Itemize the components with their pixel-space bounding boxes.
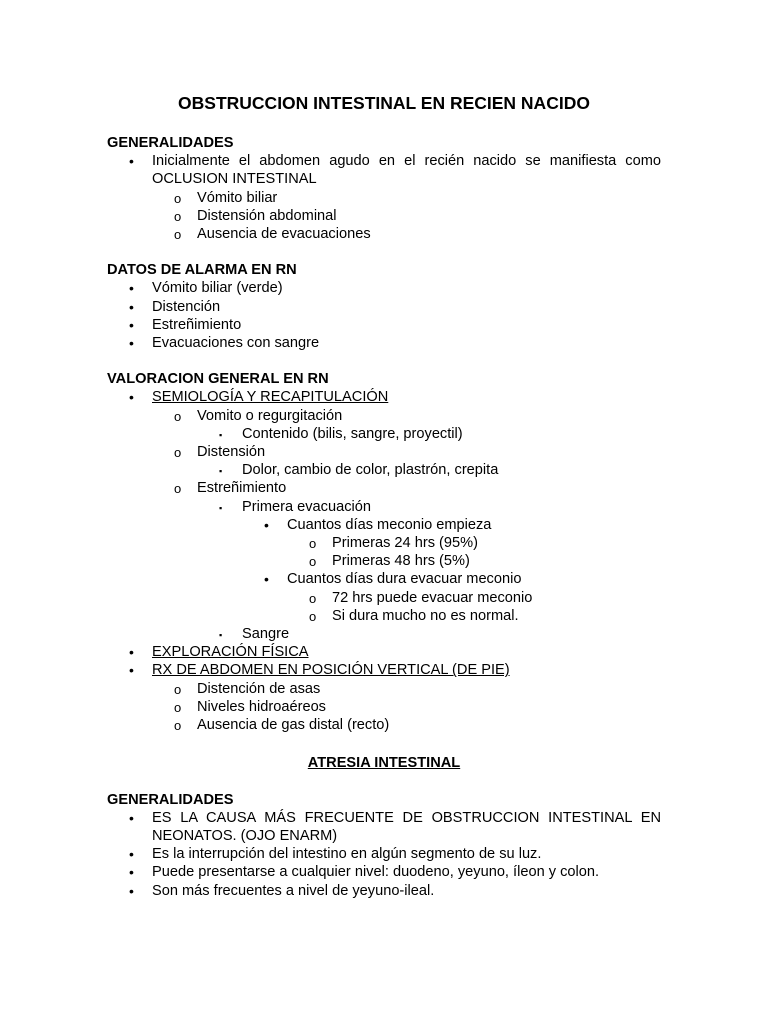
list-item-text: Primeras 48 hrs (5%) — [332, 553, 470, 570]
list-item-text: Cuantos días meconio empieza — [287, 516, 492, 533]
generalidades-list — [107, 152, 661, 243]
list-item — [107, 407, 661, 425]
list-item-text: EXPLORACIÓN FÍSICA — [152, 644, 309, 661]
list-item — [107, 225, 661, 243]
circle-bullet-icon: o — [174, 445, 182, 461]
list-item-text: Sangre — [242, 626, 290, 643]
list-item — [107, 643, 661, 661]
bullet-icon: • — [129, 316, 134, 333]
list-item — [107, 680, 661, 698]
list-item-text: Ausencia de gas distal (recto) — [197, 717, 390, 734]
list-item-text: Ausencia de evacuaciones — [197, 226, 371, 243]
list-item — [107, 552, 661, 570]
list-item — [107, 845, 661, 863]
list-item-text: Distención de asas — [197, 680, 321, 697]
square-bullet-icon: ▪ — [219, 429, 223, 440]
list-item-text: Son más frecuentes a nivel de yeyuno-ileal. — [152, 882, 435, 899]
valoracion-list — [107, 388, 661, 734]
list-item-text: Inicialmente el abdomen agudo en el recién nacido se manifiesta como OCLUSION INTESTINAL — [152, 153, 661, 188]
bullet-icon: • — [264, 516, 269, 533]
alarma-list — [107, 279, 661, 352]
list-item-text: Puede presentarse a cualquier nivel: duodeno, yeyuno, íleon y colon. — [152, 864, 600, 881]
list-item-text: Primera evacuación — [242, 498, 371, 515]
list-item — [107, 882, 661, 900]
document-page — [107, 91, 661, 900]
circle-bullet-icon: o — [174, 227, 182, 243]
list-item — [107, 461, 661, 479]
list-item — [107, 279, 661, 297]
square-bullet-icon: ▪ — [219, 466, 223, 477]
list-item-text: Cuantos días dura evacuar meconio — [287, 571, 522, 588]
list-item-text: Estreñimiento — [152, 316, 242, 333]
bullet-icon: • — [129, 846, 134, 863]
circle-bullet-icon: o — [174, 718, 182, 734]
list-item — [107, 189, 661, 207]
list-item — [107, 316, 661, 334]
list-item — [107, 516, 661, 534]
circle-bullet-icon: o — [174, 208, 182, 224]
list-item-text: SEMIOLOGÍA Y RECAPITULACIÓN — [152, 389, 389, 406]
circle-bullet-icon: o — [309, 554, 317, 570]
section-heading-generalidades-atresia: GENERALIDADES — [107, 791, 234, 808]
list-item-text: Distensión abdominal — [197, 207, 337, 224]
bullet-icon: • — [129, 864, 134, 881]
list-item — [107, 589, 661, 607]
bullet-icon: • — [129, 389, 134, 406]
list-item-text: Distensión — [197, 444, 266, 461]
list-item — [107, 298, 661, 316]
list-item-text: Distención — [152, 298, 221, 315]
list-item — [107, 152, 661, 188]
section-heading-atresia: ATRESIA INTESTINAL — [307, 755, 461, 772]
list-item-text: Vómito biliar (verde) — [152, 280, 283, 297]
bullet-icon: • — [129, 153, 134, 170]
list-item — [107, 207, 661, 225]
square-bullet-icon: ▪ — [219, 630, 223, 641]
list-item — [107, 570, 661, 588]
list-item — [107, 607, 661, 625]
list-item-text: RX DE ABDOMEN EN POSICIÓN VERTICAL (DE PIE) — [152, 662, 510, 679]
list-item — [107, 498, 661, 516]
list-item — [107, 334, 661, 352]
circle-bullet-icon: o — [309, 590, 317, 606]
bullet-icon: • — [129, 298, 134, 315]
list-item — [107, 388, 661, 406]
circle-bullet-icon: o — [309, 536, 317, 552]
list-item-text: Vómito biliar — [197, 189, 278, 206]
circle-bullet-icon: o — [174, 681, 182, 697]
list-item-text: Dolor, cambio de color, plastrón, crepita — [242, 462, 499, 479]
list-item — [107, 534, 661, 552]
list-item-text: Vomito o regurgitación — [197, 407, 343, 424]
bullet-icon: • — [264, 571, 269, 588]
bullet-icon: • — [129, 280, 134, 297]
list-item — [107, 425, 661, 443]
list-item-text: Primeras 24 hrs (95%) — [332, 535, 478, 552]
list-item-text: ES LA CAUSA MÁS FRECUENTE DE OBSTRUCCION INTESTINAL EN NEONATOS. (OJO ENARM) — [152, 809, 661, 844]
bullet-icon: • — [129, 882, 134, 899]
document-title: OBSTRUCCION INTESTINAL EN RECIEN NACIDO — [178, 93, 590, 113]
bullet-icon: • — [129, 809, 134, 826]
list-item — [107, 443, 661, 461]
list-item — [107, 479, 661, 497]
circle-bullet-icon: o — [309, 608, 317, 624]
circle-bullet-icon: o — [174, 699, 182, 715]
section-heading-alarma: DATOS DE ALARMA EN RN — [107, 262, 297, 279]
list-item-text: 72 hrs puede evacuar meconio — [332, 589, 533, 606]
atresia-generalidades-list — [107, 809, 661, 900]
circle-bullet-icon: o — [174, 190, 182, 206]
section-heading-generalidades: GENERALIDADES — [107, 135, 234, 151]
square-bullet-icon: ▪ — [219, 502, 223, 513]
list-item — [107, 661, 661, 679]
list-item — [107, 863, 661, 881]
circle-bullet-icon: o — [174, 408, 182, 424]
list-item-text: Si dura mucho no es normal. — [332, 607, 519, 624]
list-item-text: Estreñimiento — [197, 480, 287, 497]
list-item-text: Evacuaciones con sangre — [152, 335, 320, 352]
circle-bullet-icon: o — [174, 481, 182, 497]
list-item-text: Niveles hidroaéreos — [197, 698, 326, 715]
list-item — [107, 698, 661, 716]
list-item — [107, 625, 661, 643]
list-item-text: Contenido (bilis, sangre, proyectil) — [242, 425, 463, 442]
list-item-text: Es la interrupción del intestino en algún segmento de su luz. — [152, 846, 542, 863]
list-item — [107, 716, 661, 734]
bullet-icon: • — [129, 644, 134, 661]
section-heading-valoracion: VALORACION GENERAL EN RN — [107, 371, 329, 388]
bullet-icon: • — [129, 662, 134, 679]
bullet-icon: • — [129, 335, 134, 352]
list-item — [107, 809, 661, 845]
